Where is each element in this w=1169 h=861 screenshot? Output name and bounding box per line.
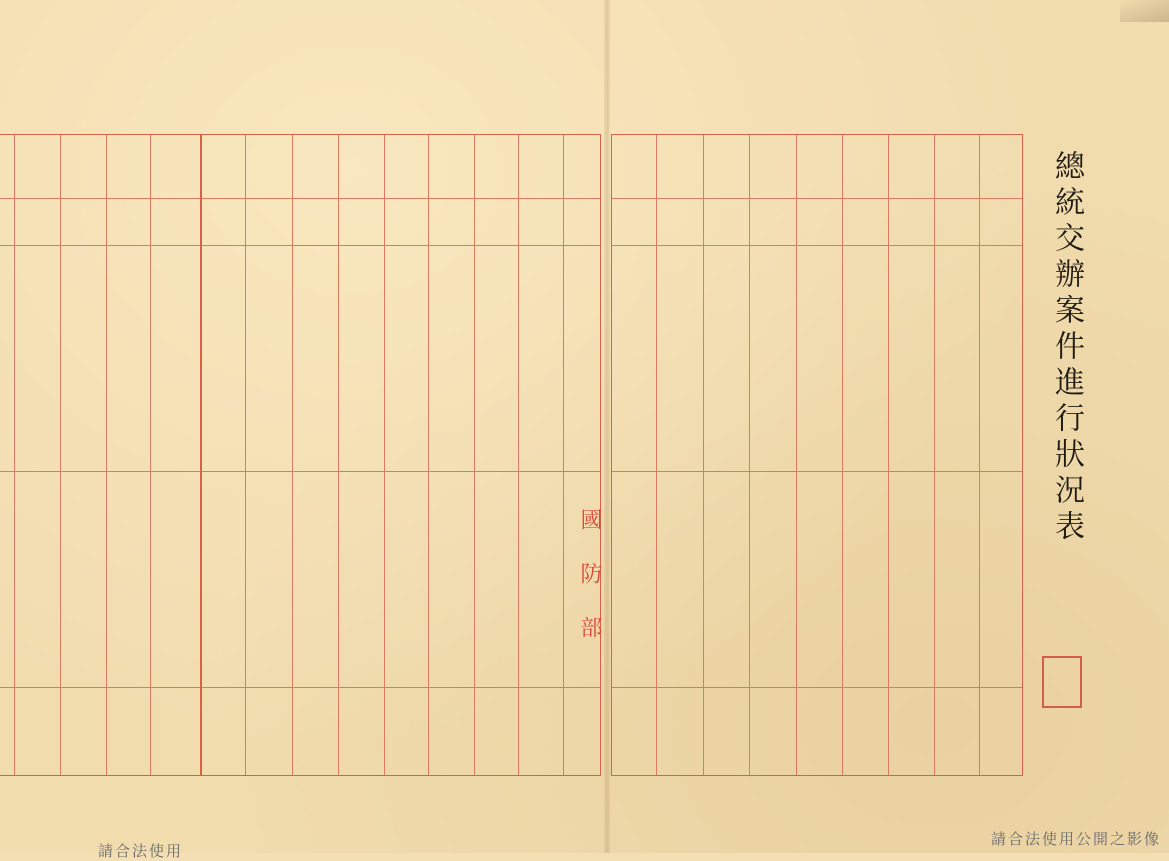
col-rule [796, 135, 797, 775]
col-rule [106, 135, 107, 775]
col-rule [150, 135, 151, 775]
summary-rule [0, 245, 600, 246]
col-rule [656, 135, 657, 775]
ministry-stamp: 國防部 [577, 508, 602, 670]
corner-damage [1120, 0, 1169, 22]
mid-rule [0, 471, 600, 472]
right-table [611, 134, 1023, 776]
summary-rule [612, 245, 1022, 246]
page-fold [604, 0, 610, 853]
col-rule [518, 135, 519, 775]
left-table [0, 134, 601, 776]
col-rule [749, 135, 750, 775]
col-rule [14, 135, 15, 775]
col-rule [703, 135, 704, 775]
col-rule [474, 135, 475, 775]
col-rule [979, 135, 980, 775]
red-seal [1042, 656, 1082, 708]
mid-rule [612, 471, 1022, 472]
watermark-left: 請合法使用 [98, 842, 184, 860]
col-rule [338, 135, 339, 775]
col-rule [60, 135, 61, 775]
watermark-right: 請合法使用公開之影像 [990, 830, 1161, 848]
col-rule [563, 135, 564, 775]
col-rule [384, 135, 385, 775]
col-rule [200, 135, 202, 775]
notes-rule [612, 687, 1022, 688]
notes-rule [0, 687, 600, 688]
document-title: 總統交辦案件進行狀況表 [1049, 150, 1084, 546]
header-rule [612, 198, 1022, 199]
header-rule [0, 198, 600, 199]
col-rule [245, 135, 246, 775]
col-rule [428, 135, 429, 775]
col-rule [934, 135, 935, 775]
col-rule [292, 135, 293, 775]
col-rule [842, 135, 843, 775]
col-rule [888, 135, 889, 775]
